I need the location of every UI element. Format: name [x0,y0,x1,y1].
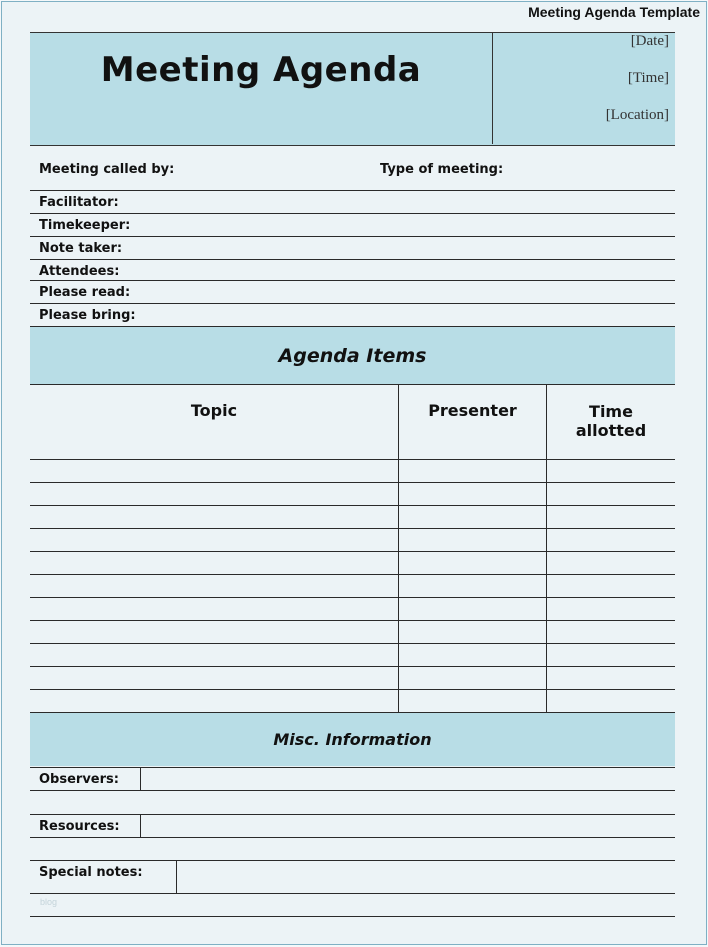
please-bring-label: Please bring: [39,308,136,323]
time-allotted-line1: Time [589,402,633,421]
field-divider [140,767,141,790]
field-divider [140,814,141,837]
timekeeper-label: Timekeeper: [39,218,131,233]
column-divider [546,384,547,712]
table-row [30,597,675,598]
rule-line [30,767,675,768]
rule-line [30,236,675,237]
rule-line [30,790,675,791]
template-title: Meeting Agenda Template [528,4,700,20]
rule-line [30,190,675,191]
date-placeholder[interactable]: [Date] [630,33,669,49]
agenda-items-band [30,327,675,384]
rule-line [30,837,675,838]
table-row [30,666,675,667]
special-notes-label: Special notes: [39,865,143,880]
rule-line [30,384,675,385]
column-divider [398,384,399,712]
rule-line [30,259,675,260]
time-allotted-line2: allotted [575,421,647,440]
resources-label: Resources: [39,819,120,834]
time-allotted-column-header [547,402,675,440]
rule-line [30,213,675,214]
rule-line [30,860,675,861]
note-taker-label: Note taker: [39,241,123,256]
table-row [30,528,675,529]
facilitator-label: Facilitator: [39,195,119,210]
topic-column-header: Topic [190,401,238,420]
misc-information-title: Misc. Information [273,730,432,749]
watermark-text: blog [40,897,58,907]
agenda-items-title: Agenda Items [278,344,427,367]
observers-label: Observers: [39,772,119,787]
table-row [30,620,675,621]
field-divider [176,860,177,893]
table-row [30,574,675,575]
table-row [30,505,675,506]
type-of-meeting-label: Type of meeting: [380,162,504,177]
misc-information-band [30,713,675,766]
rule-line [30,303,675,304]
rule-line [30,280,675,281]
table-row [30,551,675,552]
table-row [30,482,675,483]
time-placeholder[interactable]: [Time] [627,70,669,86]
header-divider [492,32,493,144]
meeting-called-by-label: Meeting called by: [39,162,175,177]
table-row [30,643,675,644]
rule-line [30,814,675,815]
table-row [30,689,675,690]
please-read-label: Please read: [39,285,131,300]
table-row [30,459,675,460]
attendees-label: Attendees: [39,264,120,279]
rule-line [30,893,675,894]
rule-line [30,916,675,917]
page-title: Meeting Agenda [100,50,422,90]
location-placeholder[interactable]: [Location] [605,107,669,123]
presenter-column-header: Presenter [428,401,517,420]
